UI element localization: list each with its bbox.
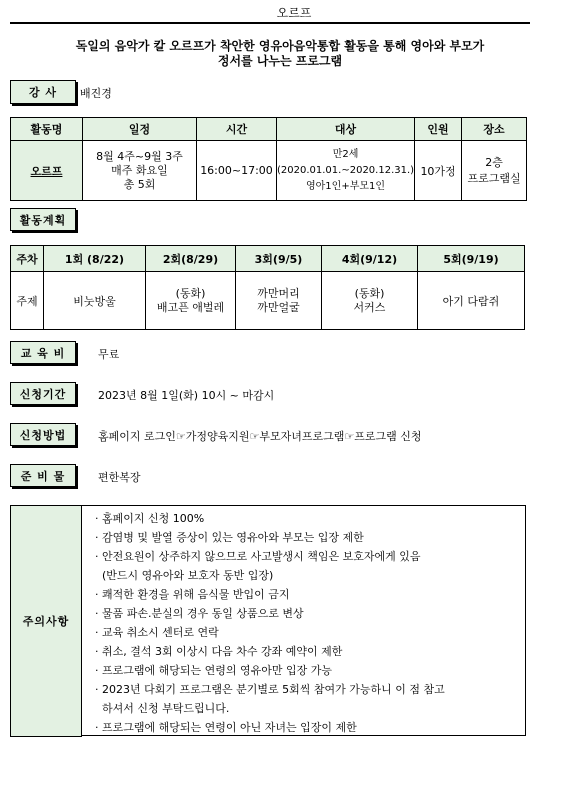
instructor-value: 배진경	[80, 87, 112, 100]
note-item: · 프로그램에 해당되는 연령의 영유아만 입장 가능	[95, 664, 332, 677]
note-item: · 2023년 다회기 프로그램은 분기별로 5회씩 참여가 가능하니 이 점 참고	[95, 683, 445, 696]
target-cell	[277, 141, 415, 201]
plan-header-session: 2회(8/29)	[146, 246, 236, 272]
place-line: 2층	[485, 155, 503, 169]
period-value: 2023년 8월 1일(화) 10시 ~ 마감시	[98, 389, 275, 402]
period-label: 신청기간	[10, 382, 76, 405]
plan-header-week: 주차	[11, 246, 44, 272]
plan-header-session: 3회(9/5)	[236, 246, 322, 272]
topic-line: 비눗방울	[73, 294, 116, 308]
target-line: 영아1인+부모1인	[305, 180, 386, 192]
topic-line: (동화)	[354, 286, 385, 300]
instructor-label: 강 사	[10, 80, 76, 104]
header-capacity: 인원	[415, 118, 462, 141]
plan-topic-cell	[44, 272, 146, 330]
prep-label: 준 비 물	[10, 464, 76, 487]
note-item: (반드시 영유아와 보호자 동반 입장)	[95, 569, 274, 582]
method-label: 신청방법	[10, 423, 76, 446]
topic-line: 서커스	[353, 300, 386, 314]
notes-list	[95, 509, 445, 737]
note-item: · 홈페이지 신청 100%	[95, 512, 205, 525]
method-value: 홈페이지 로그인☞가정양육지원☞부모자녀프로그램☞프로그램 신청	[98, 430, 422, 443]
subtitle-line-1: 독일의 음악가 칼 오르프가 착안한 영유아음악통합 활동을 통해 영아와 부모가	[75, 39, 485, 53]
plan-label: 활동계획	[10, 208, 76, 231]
topic-line: (동화)	[175, 286, 206, 300]
plan-topic-cell	[322, 272, 418, 330]
plan-topic-cell	[236, 272, 322, 330]
plan-topic-cell	[146, 272, 236, 330]
schedule-line: 총 5회	[123, 177, 156, 191]
plan-table	[10, 245, 525, 330]
schedule-line: 8월 4주~9월 3주	[96, 149, 183, 163]
subtitle-line-2: 정서를 나누는 프로그램	[217, 54, 343, 68]
target-line: (2020.01.01.~2020.12.31.)	[277, 164, 415, 176]
plan-topic-cell	[418, 272, 525, 330]
place-line: 프로그램실	[467, 171, 521, 185]
plan-header-session: 4회(9/12)	[322, 246, 418, 272]
header-activity: 활동명	[11, 118, 83, 141]
activity-name-cell	[11, 141, 83, 201]
plan-header-session: 5회(9/19)	[418, 246, 525, 272]
time-cell: 16:00~17:00	[197, 141, 277, 201]
note-item: · 감염병 및 발열 증상이 있는 영유아와 부모는 입장 제한	[95, 531, 364, 544]
schedule-line: 매주 화요일	[111, 163, 168, 177]
note-item: · 쾌적한 환경을 위해 음식물 반입이 금지	[95, 588, 290, 601]
note-item: · 안전요원이 상주하지 않으므로 사고발생시 책임은 보호자에게 있음	[95, 550, 421, 563]
topic-line: 까만얼굴	[257, 300, 300, 314]
header-place: 장소	[462, 118, 527, 141]
notes-label: 주의사항	[10, 505, 82, 737]
page-subtitle	[20, 39, 540, 69]
header-schedule: 일정	[83, 118, 197, 141]
prep-value: 편한복장	[98, 471, 141, 484]
plan-row-label: 주제	[11, 272, 44, 330]
fee-value: 무료	[98, 348, 120, 361]
note-item: · 교육 취소시 센터로 연락	[95, 626, 219, 639]
note-item: · 취소, 결석 3회 이상시 다음 차수 강좌 예약이 제한	[95, 645, 343, 658]
header-target: 대상	[277, 118, 415, 141]
plan-header-session: 1회 (8/22)	[44, 246, 146, 272]
note-item: · 프로그램에 해당되는 연령이 아닌 자녀는 입장이 제한	[95, 721, 357, 734]
schedule-cell	[83, 141, 197, 201]
topic-line: 아기 다람쥐	[442, 294, 500, 308]
capacity-cell: 10가정	[415, 141, 462, 201]
title-divider	[10, 22, 530, 24]
note-item: · 물품 파손.분실의 경우 동일 상품으로 변상	[95, 607, 304, 620]
topic-line: 까만머리	[257, 286, 300, 300]
topic-line: 배고픈 애벌레	[156, 300, 225, 314]
target-line: 만2세	[332, 148, 359, 160]
fee-label: 교 육 비	[10, 341, 76, 364]
place-cell	[462, 141, 527, 201]
note-item: 하셔서 신청 부탁드립니다.	[95, 702, 230, 715]
page-title: 오르프	[276, 6, 312, 20]
activity-name: 오르프	[30, 164, 63, 178]
header-time: 시간	[197, 118, 277, 141]
info-table	[10, 117, 527, 201]
